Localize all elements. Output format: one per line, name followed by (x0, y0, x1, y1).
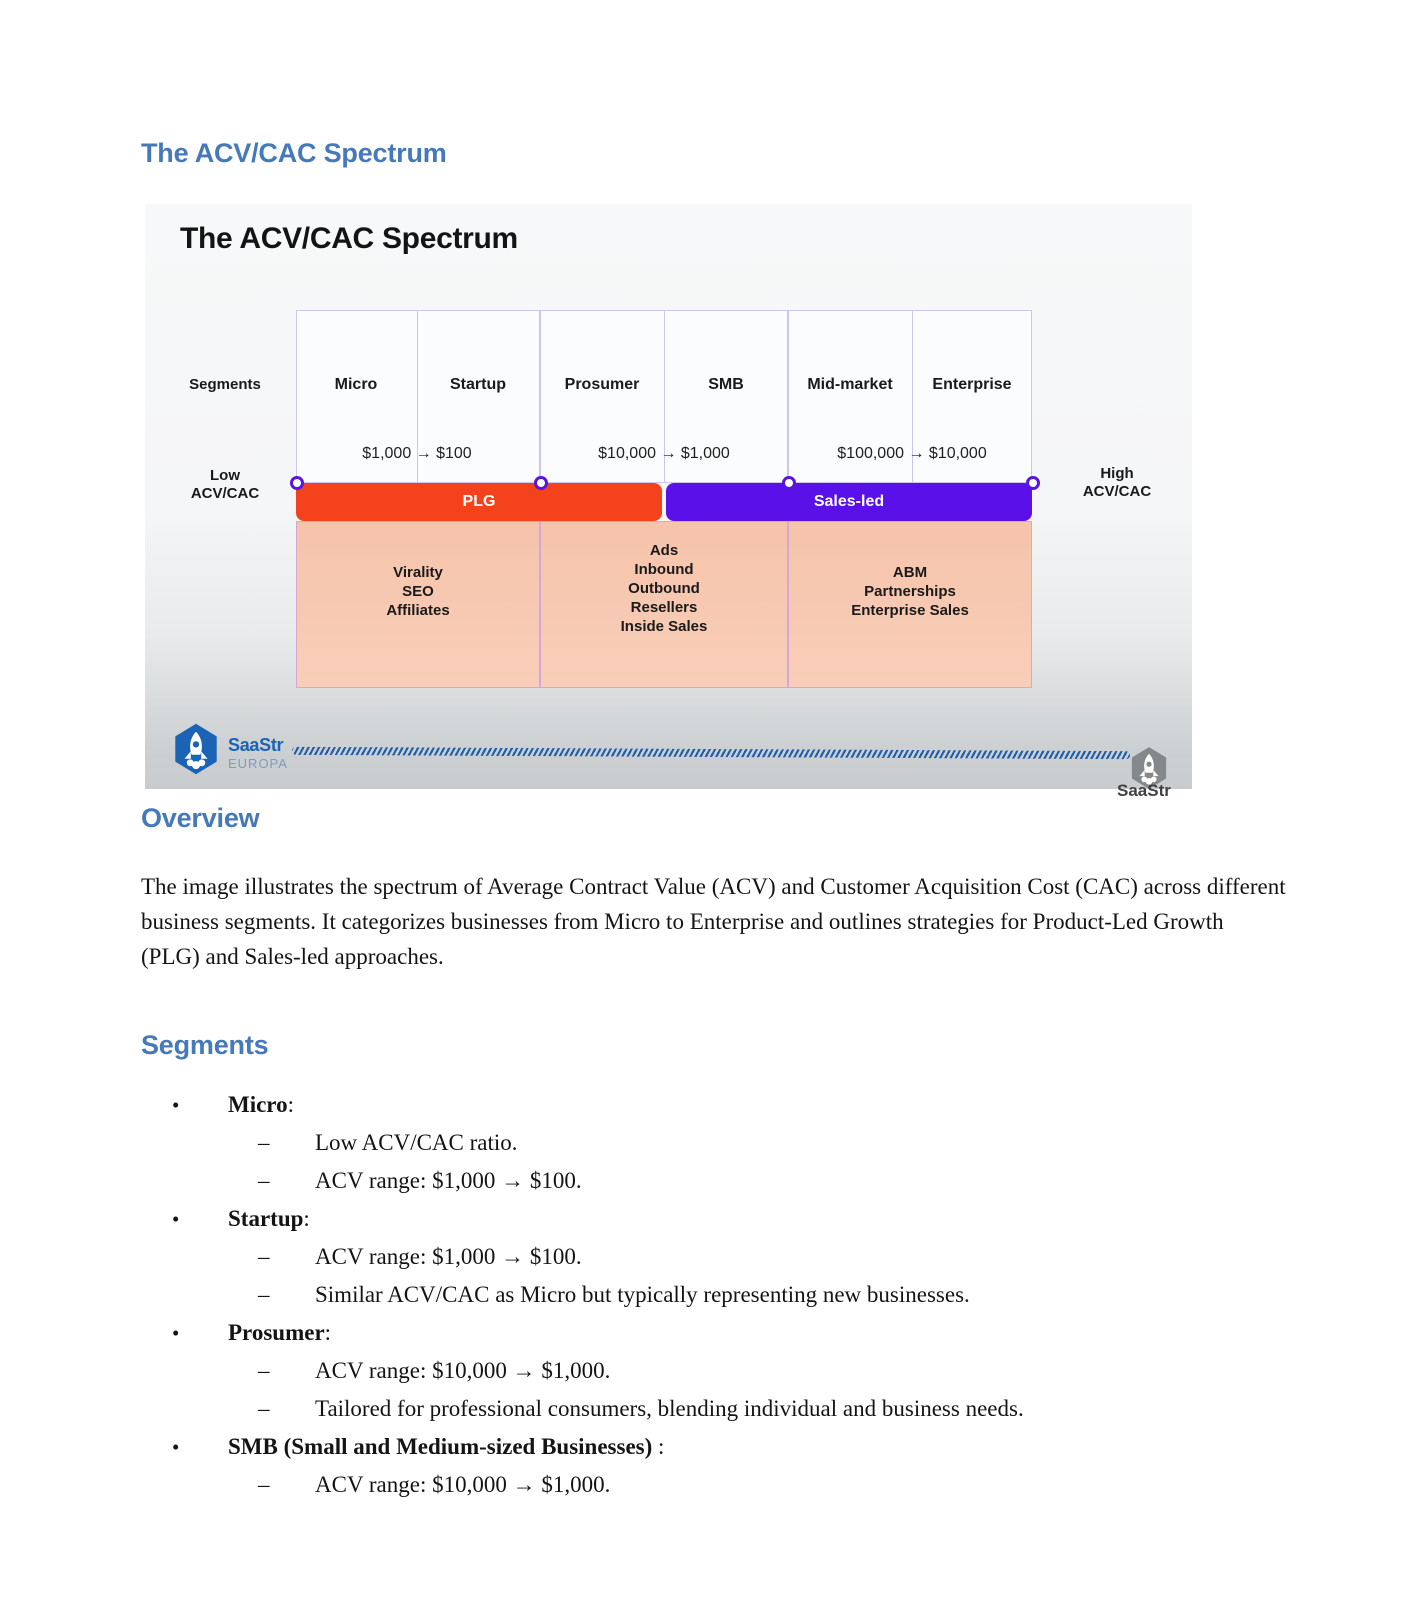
dash-icon: – (258, 1168, 270, 1193)
list-subitem-text: Tailored for professional consumers, blending individual and business needs. (315, 1396, 1024, 1421)
acv-range-midmarket-enterprise: $100,000 → $10,000 (837, 445, 987, 462)
strategy-line: SEO (402, 583, 434, 600)
saastr-europa-logo-icon (173, 720, 219, 778)
list-subitem-text: ACV range: $1,000 → $100. (315, 1244, 582, 1269)
list-subitem (141, 1390, 1331, 1428)
low-label-line2: ACV/CAC (190, 485, 260, 502)
segments-row-label: Segments (189, 376, 261, 393)
list-item-suffix: : (303, 1206, 310, 1231)
column-header-micro: Micro (334, 376, 378, 393)
list-subitem (141, 1162, 1331, 1200)
clipped-saastr-wordmark: SaaStr (1117, 781, 1171, 800)
list-subitem (141, 1276, 1331, 1314)
overview-heading: Overview (141, 803, 260, 833)
strategy-line: Inside Sales (620, 618, 708, 635)
plg-bar: PLG (296, 483, 662, 521)
spectrum-dot-icon (534, 476, 548, 490)
strategy-line: Virality (393, 564, 443, 581)
list-item-suffix: : (652, 1434, 665, 1459)
saastr-logo-text: SaaStr (228, 735, 284, 755)
bullet-icon: • (172, 1435, 180, 1459)
list-subitem (141, 1352, 1331, 1390)
column-header-midmarket: Mid-market (807, 376, 893, 393)
spectrum-dot-icon (782, 476, 796, 490)
dash-icon: – (258, 1472, 270, 1497)
column-header-prosumer: Prosumer (564, 376, 640, 393)
sales-strategies-box (788, 521, 1032, 688)
overview-paragraph: The image illustrates the spectrum of Average Contract Value (ACV) and Customer Acquisition Cost (CAC) across different business segments. It categorizes businesses from Micro to Enterprise and outlines strategies for Product-Led Growth (PLG) and Sales-led approaches. (141, 874, 1286, 969)
list-subitem (141, 1238, 1331, 1276)
acv-range-micro-startup: $1,000 → $100 (362, 445, 472, 462)
bullet-icon: • (172, 1321, 180, 1345)
strategy-line: ABM (892, 564, 928, 581)
strategy-line: Resellers (630, 599, 698, 616)
list-item-label: Startup (228, 1206, 304, 1231)
high-acv-cac-label (1052, 465, 1182, 501)
slide-title: The ACV/CAC Spectrum (180, 222, 518, 255)
list-item-label: Micro (228, 1092, 288, 1117)
list-item-suffix: : (287, 1092, 294, 1117)
dash-icon: – (258, 1244, 270, 1269)
list-item-micro (141, 1086, 1331, 1124)
list-subitem-text: Similar ACV/CAC as Micro but typically representing new businesses. (315, 1282, 970, 1307)
column-header-smb: SMB (708, 376, 744, 393)
strategy-line: Affiliates (386, 602, 450, 619)
low-label-line1: Low (210, 467, 240, 484)
acv-cac-spectrum-slide (145, 204, 1192, 800)
list-item-smb (141, 1428, 1331, 1466)
spectrum-dot-icon (1026, 476, 1040, 490)
list-item-suffix: : (324, 1320, 332, 1345)
mid-strategies-box (540, 521, 788, 688)
segments-list (141, 1086, 1331, 1504)
high-label-line2: ACV/CAC (1082, 483, 1152, 500)
strategy-line: Inbound (634, 561, 694, 578)
dash-icon: – (258, 1396, 270, 1421)
dash-icon: – (258, 1282, 270, 1307)
list-item-label: Prosumer (228, 1320, 325, 1345)
segments-heading: Segments (141, 1030, 269, 1060)
plg-strategies-box (296, 521, 540, 688)
list-subitem-text: Low ACV/CAC ratio. (315, 1130, 518, 1155)
list-item-startup (141, 1200, 1331, 1238)
list-subitem-text: ACV range: $10,000 → $1,000. (315, 1472, 611, 1497)
list-subitem-text: ACV range: $10,000 → $1,000. (315, 1358, 611, 1383)
low-acv-cac-label (160, 467, 290, 503)
strategy-line: Partnerships (864, 583, 956, 600)
list-item-label: SMB (Small and Medium-sized Businesses) (228, 1434, 653, 1459)
strategy-line: Enterprise Sales (851, 602, 969, 619)
spectrum-dot-icon (290, 476, 304, 490)
page-title: The ACV/CAC Spectrum (141, 138, 447, 168)
acv-range-prosumer-smb: $10,000 → $1,000 (598, 445, 730, 462)
europa-logo-text: EUROPA (228, 756, 288, 771)
column-header-enterprise: Enterprise (932, 376, 1012, 393)
list-subitem (141, 1124, 1331, 1162)
high-label-line1: High (1100, 465, 1134, 482)
sales-led-bar: Sales-led (666, 483, 1032, 521)
list-subitem (141, 1466, 1331, 1504)
list-subitem-text: ACV range: $1,000 → $100. (315, 1168, 582, 1193)
dash-icon: – (258, 1358, 270, 1383)
dash-icon: – (258, 1130, 270, 1155)
bullet-icon: • (172, 1093, 180, 1117)
bullet-icon: • (172, 1207, 180, 1231)
list-item-prosumer (141, 1314, 1331, 1352)
strategy-line: Outbound (628, 580, 700, 597)
strategy-line: Ads (649, 542, 679, 559)
column-header-startup: Startup (450, 376, 506, 393)
wavy-divider-line (292, 747, 1130, 759)
